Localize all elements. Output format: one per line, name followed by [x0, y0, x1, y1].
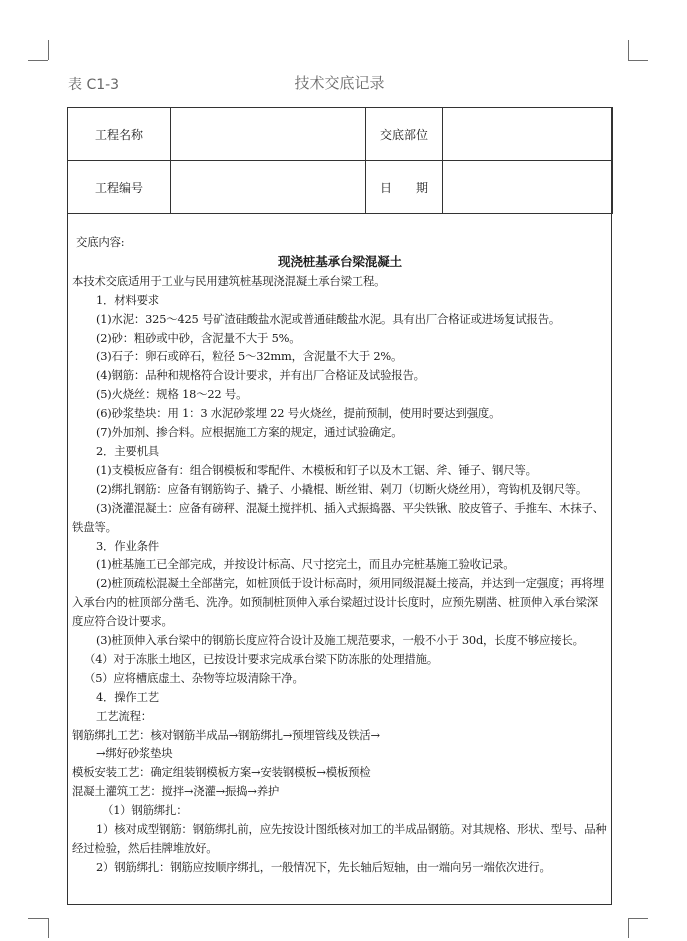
- process-flow-label: 工艺流程：: [96, 708, 152, 723]
- crop-mark-bottom-right-v: [628, 918, 629, 938]
- paragraph-check-rebar: 1）核对成型钢筋：钢筋绑扎前，应先按设计图纸核对加工的半成品钢筋。对其规格、形状、型号、品种经过检验，然后挂牌堆放好。: [72, 822, 607, 855]
- crop-mark-top-left-h: [28, 60, 48, 61]
- heading-process: 4．操作工艺: [96, 689, 160, 704]
- content-label: 交底内容:: [76, 235, 125, 249]
- crop-mark-top-right-v: [628, 40, 629, 60]
- project-name-label: 工程名称: [68, 108, 171, 161]
- info-table: [67, 107, 613, 214]
- crop-mark-top-left-v: [48, 40, 49, 60]
- paragraph-wire: (5)火烧丝：规格 18～22 号。: [96, 387, 248, 402]
- doc-title: 技术交底记录: [294, 74, 385, 92]
- paragraph-mortar-block: (6)砂浆垫块：用 1：3 水泥砂浆埋 22 号火烧丝，提前预制，使用时要达到强度。: [96, 406, 501, 421]
- paragraph-cement: (1)水泥：325～425 号矿渣硅酸盐水泥或普通硅酸盐水泥。具有出厂合格证或进场复试报告。: [96, 311, 561, 326]
- paragraph-rebar: (4)钢筋：品种和规格符合设计要求，并有出厂合格证及试验报告。: [96, 368, 425, 383]
- paragraph-sand: (2)砂：粗砂或中砂，含泥量不大于 5%。: [96, 330, 301, 345]
- disclosure-sheet: [67, 107, 612, 905]
- info-row-number: [68, 161, 613, 214]
- date-label: 日 期: [366, 161, 443, 214]
- flow-concrete: 混凝土灌筑工艺：搅拌→浇灌→振捣→养护: [72, 784, 280, 799]
- paragraph-condition-1: (1)桩基施工已全部完成，并按设计标高、尺寸挖完土，而且办完桩基施工验收记录。: [96, 557, 515, 572]
- heading-tools: 2．主要机具: [96, 443, 160, 458]
- paragraph-condition-5: （5）应将槽底虚土、杂物等垃圾清除干净。: [84, 670, 304, 685]
- paragraph-concrete-tools: (3)浇灌混凝土：应备有磅秤、混凝土搅拌机、插入式振捣器、平尖铁锹、胶皮管子、手推车、木抹子、铁盘等。: [72, 500, 604, 534]
- heading-materials: 1．材料要求: [96, 292, 160, 307]
- flow-formwork: 模板安装工艺：确定组装钢模板方案→安装钢模板→模板预检: [72, 765, 371, 780]
- project-number-field[interactable]: [171, 161, 366, 214]
- crop-mark-bottom-left-h: [28, 918, 48, 919]
- paragraph-formwork-tools: (1)支模板应备有：组合钢模板和零配件、木模板和钉子以及木工锯、斧、锤子、钢尺等。: [96, 462, 537, 477]
- project-name-field[interactable]: [171, 108, 366, 161]
- flow-rebar: 钢筋绑扎工艺：核对钢筋半成品→钢筋绑扎→预埋管线及铁活→: [72, 727, 380, 742]
- paragraph-condition-3: (3)桩顶伸入承台梁中的钢筋长度应符合设计及施工规范要求，一般不小于 30d，长度不够应接长。: [96, 633, 584, 648]
- info-row-project: [68, 108, 613, 161]
- page-header: [68, 72, 611, 94]
- flow-rebar-cont: →绑好砂浆垫块: [96, 746, 173, 761]
- disclosure-part-field[interactable]: [443, 108, 613, 161]
- disclosure-part-label: 交底部位: [366, 108, 443, 161]
- crop-mark-bottom-left-v: [48, 918, 49, 938]
- form-code: 表 C1-3: [68, 77, 120, 93]
- paragraph-admixture: (7)外加剂、掺合料。应根据施工方案的规定，通过试验确定。: [96, 425, 403, 440]
- date-field[interactable]: [443, 161, 613, 214]
- paragraph-rebar-tools: (2)绑扎钢筋：应备有钢筋钩子、撬子、小撬棍、断丝钳、剁刀（切断火烧丝用），弯钩机及钢尺等。: [96, 481, 588, 496]
- paragraph-condition-2: (2)桩顶疏松混凝土全部凿完，如桩顶低于设计标高时，须用同级混凝土接高，并达到一定强度；再将埋入承台内的桩顶部分凿毛、洗净。如预制桩顶伸入承台梁超过设计长度时，应预先剔凿、桩顶伸入承台梁深度应符合设计要求。: [72, 576, 604, 629]
- paragraph-condition-4: （4）对于冻胀土地区，已按设计要求完成承台梁下防冻胀的处理措施。: [84, 651, 438, 666]
- disclosure-content: [72, 233, 608, 877]
- content-title: 现浇桩基承台梁混凝土: [278, 253, 402, 269]
- paragraph-bind-rebar: 2）钢筋绑扎：钢筋应按顺序绑扎，一般情况下，先长轴后短轴，由一端向另一端依次进行。: [96, 859, 551, 874]
- paragraph-scope: 本技术交底适用于工业与民用建筑桩基现浇混凝土承台梁工程。: [72, 273, 386, 288]
- crop-mark-bottom-right-h: [628, 918, 648, 919]
- heading-rebar-binding: （1）钢筋绑扎：: [102, 803, 188, 818]
- crop-mark-top-right-h: [628, 60, 648, 61]
- heading-conditions: 3．作业条件: [96, 538, 160, 553]
- paragraph-stone: (3)石子：卵石或碎石，粒径 5～32mm，含泥量不大于 2%。: [96, 349, 403, 364]
- project-number-label: 工程编号: [68, 161, 171, 214]
